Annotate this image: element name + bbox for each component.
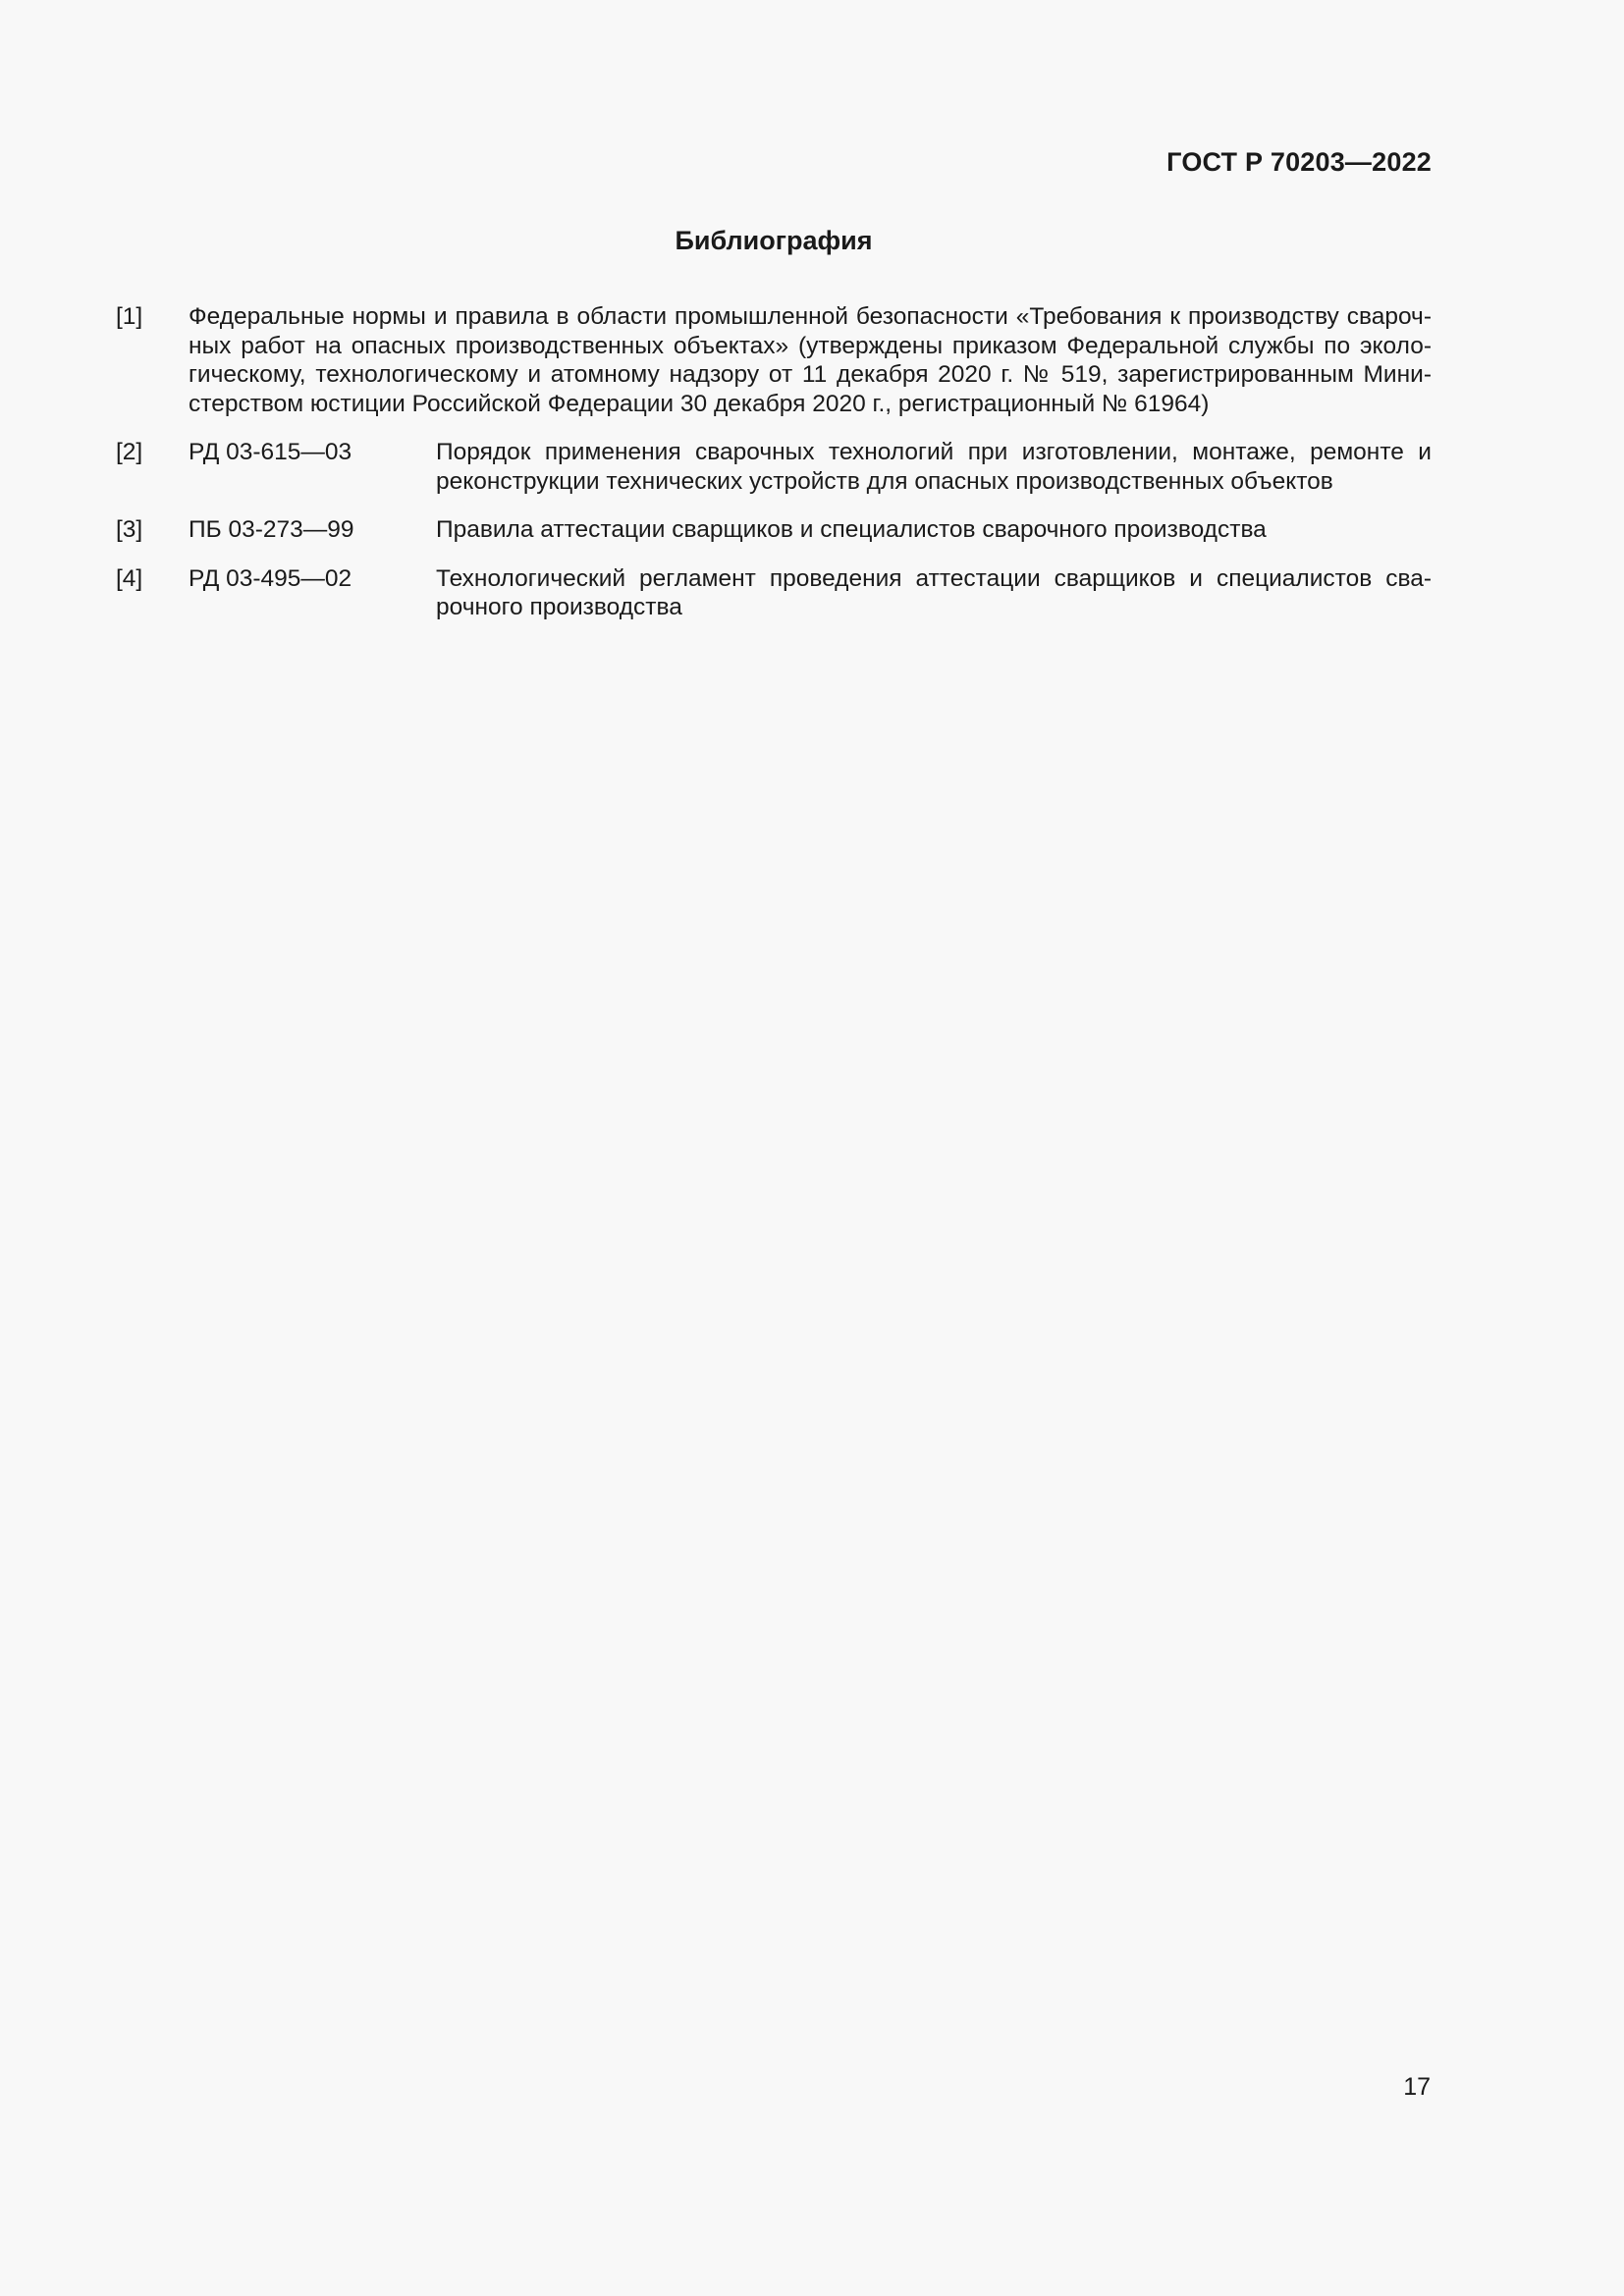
entry-number: [3] — [116, 516, 143, 543]
bibliography-entry-1 — [116, 302, 1432, 418]
standard-designation: ГОСТ Р 70203—2022 — [1166, 147, 1432, 177]
entry-text: Правила аттестации сварщиков и специалистов сварочного производства — [436, 516, 1267, 543]
entry-text: Федеральные нормы и правила в области промышленной безопасности «Требования к производству сварочных работ на опасных производственных объектах» (утверждены приказом Федеральной службы по экологическому, технологическому и атомному надзору от 11 декабря 2020 г. № 519, зарегистрированным Министерством юстиции Российской Федерации 30 декабря 2020 г., регистрационный № 61964) — [189, 303, 1432, 417]
entry-number: [4] — [116, 564, 143, 592]
entry-code: РД 03-495—02 — [189, 564, 352, 592]
bibliography-entry-3 — [116, 515, 1432, 545]
bibliography-entry-4 — [116, 564, 1432, 622]
entry-code: РД 03-615—03 — [189, 439, 352, 465]
page-number: 17 — [1403, 2073, 1431, 2101]
bibliography-entry-2 — [116, 438, 1432, 496]
bibliography-title: Библиография — [675, 226, 873, 255]
entry-number: [1] — [116, 303, 143, 330]
entry-text: Технологический регламент проведения аттестации сварщиков и специалистов сварочного производства — [436, 564, 1432, 620]
entry-text: Порядок применения сварочных технологий при изготовлении, монтаже, ремонте и реконструкции технических устройств для опасных производственных объектов — [436, 439, 1432, 495]
entry-code: ПБ 03-273—99 — [189, 516, 354, 543]
entry-number: [2] — [116, 439, 143, 465]
bibliography-list — [116, 302, 1432, 642]
